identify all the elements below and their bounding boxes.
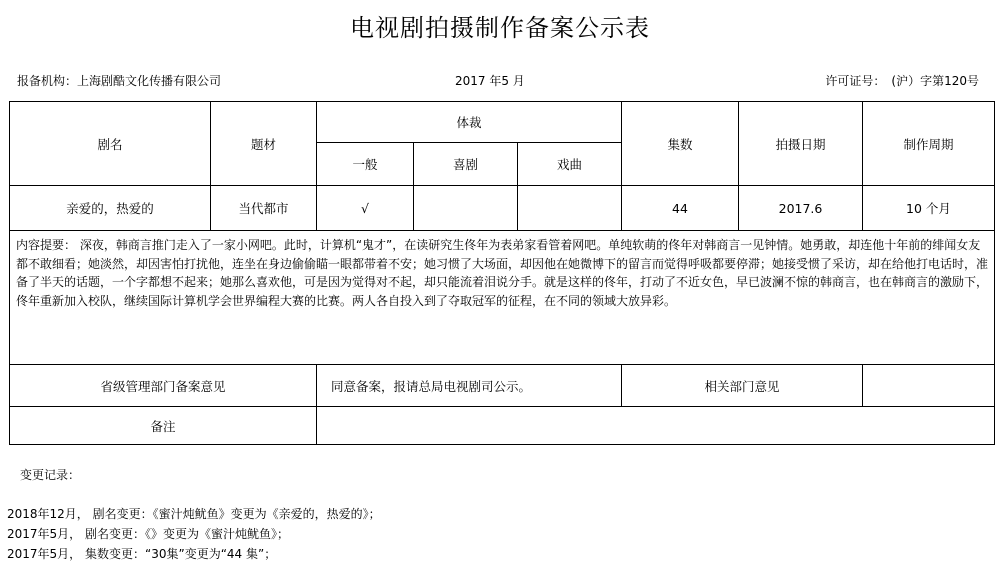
opinion-row [10,365,995,407]
change-log-label: 变更记录： [20,468,81,482]
remarks-row [10,407,995,445]
cell-cycle: 10 个月 [863,186,995,231]
cell-general: √ [317,186,414,231]
header-name: 剧名 [10,102,211,186]
cell-shoot-date: 2017.6 [739,186,863,231]
related-opinion-label: 相关部门意见 [622,365,863,407]
header-genre: 体裁 [317,102,622,143]
header-genre-opera: 戏曲 [518,143,622,186]
related-opinion-value [863,365,995,407]
provincial-opinion-label: 省级管理部门备案意见 [10,365,317,407]
agency-info: 报备机构：上海剧酷文化传播有限公司 [17,74,222,88]
header-episodes: 集数 [622,102,739,186]
filing-date: 2017 年5 月 [455,74,525,88]
page-title: 电视剧拍摄制作备案公示表 [350,14,650,42]
header-shoot-date: 拍摄日期 [739,102,863,186]
cell-episodes: 44 [622,186,739,231]
provincial-opinion-value: 同意备案，报请总局电视剧司公示。 [317,365,622,407]
permit-number: 许可证号： (沪）字第120号 [825,74,979,88]
data-row [10,186,995,231]
header-genre-general: 一般 [317,143,414,186]
header-subject: 题材 [211,102,317,186]
cell-subject: 当代都市 [211,186,317,231]
change-log-item: 2017年5月， 剧名变更：《》变更为《蜜汁炖鱿鱼》； [7,527,289,541]
header-cycle: 制作周期 [863,102,995,186]
filing-table [9,101,995,445]
content-summary: 内容提要： 深夜，韩商言推门走入了一家小网吧。此时，计算机“鬼才”，在读研究生佟年为表弟家看管着网吧。单纯软萌的佟年对韩商言一见钟情。她勇敢，却连他十年前的绯闻女友都不敢细看；她淡然，却因害怕打扰他，连坐在身边偷偷瞄一眼都带着不安；她习惯了大场面，却因他在她微博下的留言而觉得呼吸都要停滞；她接受惯了采访，却在给他打电话时，准备了半天的话题，一个字都想不起来；她那么喜欢他，可是因为觉得对不起，却只能流着泪说分手。就是这样的佟年，打动了不近女色，早已波澜不惊的韩商言，也在韩商言的激励下，佟年重新加入校队，继续国际计算机学会世界编程大赛的比赛。两人各自投入到了夺取冠军的征程，在不同的领域大放异彩。 [10,231,995,365]
cell-name: 亲爱的，热爱的 [10,186,211,231]
cell-opera [518,186,622,231]
content-row [10,231,995,365]
header-row-1 [10,102,995,143]
header-genre-comedy: 喜剧 [414,143,518,186]
change-log-item: 2017年5月， 集数变更：“30集”变更为“44 集”； [7,547,277,561]
change-log-item: 2018年12月， 剧名变更：《蜜汁炖鱿鱼》变更为《亲爱的，热爱的》； [7,507,381,521]
cell-comedy [414,186,518,231]
remarks-label: 备注 [10,407,317,445]
remarks-value [317,407,995,445]
